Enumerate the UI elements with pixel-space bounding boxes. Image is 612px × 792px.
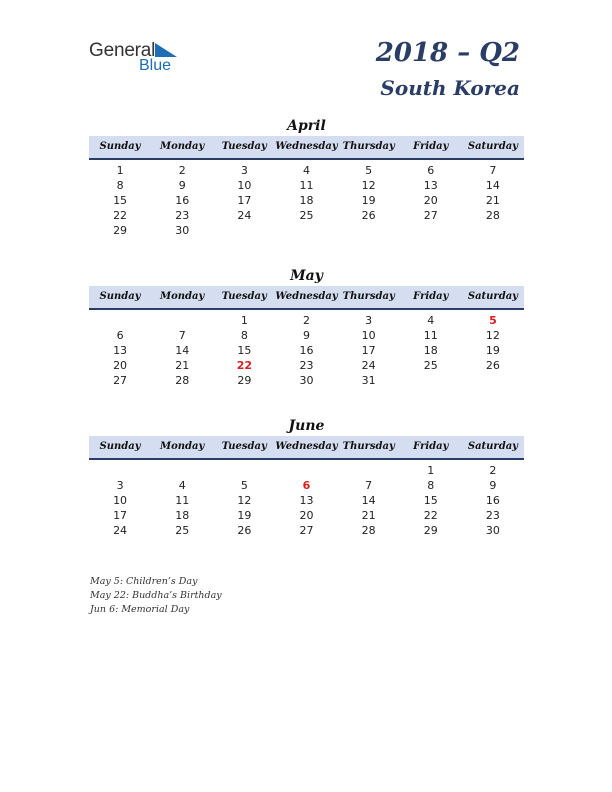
empty-day-cell <box>462 223 524 238</box>
month-title: June <box>288 418 325 434</box>
day-cell: 26 <box>237 524 252 537</box>
day-cell: 30 <box>485 524 500 537</box>
day-cell: 4 <box>178 479 186 492</box>
day-cell: 11 <box>299 179 314 192</box>
day-cell: 24 <box>361 359 376 372</box>
day-cell: 21 <box>485 194 500 207</box>
holiday-day-cell: 6 <box>302 479 311 492</box>
day-cell: 9 <box>302 329 310 342</box>
holiday-note: Jun 6: Memorial Day <box>90 604 190 615</box>
day-cell: 30 <box>175 224 190 237</box>
weeks-grid <box>89 313 524 388</box>
day-cell: 13 <box>299 494 314 507</box>
day-cell: 20 <box>423 194 438 207</box>
day-cell: 23 <box>299 359 314 372</box>
day-cell: 7 <box>365 479 373 492</box>
weekday-label-friday: Friday <box>413 441 449 452</box>
day-cell: 1 <box>116 164 124 177</box>
weekday-label-saturday: Saturday <box>467 441 518 452</box>
day-cell: 20 <box>113 359 128 372</box>
day-cell: 2 <box>178 164 186 177</box>
week-row <box>89 478 524 493</box>
empty-day-cell <box>275 223 337 238</box>
day-cell: 4 <box>427 314 435 327</box>
empty-day-cell <box>338 463 400 478</box>
day-cell: 3 <box>116 479 124 492</box>
holiday-day-cell: 5 <box>489 314 497 327</box>
day-cell: 8 <box>240 329 248 342</box>
weekday-label-monday: Monday <box>160 141 205 152</box>
day-cell: 6 <box>427 164 435 177</box>
weekday-label-monday: Monday <box>160 441 205 452</box>
day-cell: 28 <box>485 209 500 222</box>
day-cell: 12 <box>361 179 376 192</box>
day-cell: 10 <box>237 179 252 192</box>
weekday-label-wednesday: Wednesday <box>275 291 338 302</box>
country-title: South Korea <box>380 76 520 100</box>
day-cell: 29 <box>113 224 128 237</box>
day-cell: 5 <box>240 479 248 492</box>
day-cell: 12 <box>485 329 500 342</box>
day-cell: 20 <box>299 509 314 522</box>
weekday-label-friday: Friday <box>413 141 449 152</box>
holiday-notes <box>90 575 222 617</box>
day-cell: 7 <box>489 164 497 177</box>
week-row <box>89 313 524 328</box>
day-cell: 8 <box>116 179 124 192</box>
day-cell: 23 <box>175 209 190 222</box>
weekday-label-thursday: Thursday <box>342 141 395 152</box>
day-cell: 29 <box>237 374 252 387</box>
week-row <box>89 163 524 178</box>
weekday-header <box>89 436 524 460</box>
day-cell: 8 <box>427 479 435 492</box>
empty-day-cell <box>338 223 400 238</box>
day-cell: 25 <box>175 524 190 537</box>
day-cell: 4 <box>302 164 310 177</box>
empty-day-cell <box>213 223 275 238</box>
week-row <box>89 178 524 193</box>
weekday-header <box>89 286 524 310</box>
week-row <box>89 193 524 208</box>
day-cell: 18 <box>423 344 438 357</box>
week-row <box>89 523 524 538</box>
month-calendar-april <box>89 116 524 238</box>
month-calendar-june <box>89 416 524 538</box>
empty-day-cell <box>151 463 213 478</box>
empty-day-cell <box>400 373 462 388</box>
logo-flag-icon <box>155 43 177 57</box>
weekday-header <box>89 136 524 160</box>
weekday-label-monday: Monday <box>160 291 205 302</box>
weekday-label-saturday: Saturday <box>467 291 518 302</box>
empty-day-cell <box>213 463 275 478</box>
day-cell: 24 <box>113 524 128 537</box>
day-cell: 9 <box>489 479 497 492</box>
day-cell: 16 <box>485 494 500 507</box>
day-cell: 26 <box>361 209 376 222</box>
day-cell: 30 <box>299 374 314 387</box>
holiday-note: May 5: Children’s Day <box>90 576 198 587</box>
weeks-grid <box>89 463 524 538</box>
weekday-label-saturday: Saturday <box>467 141 518 152</box>
day-cell: 6 <box>116 329 124 342</box>
week-row <box>89 223 524 238</box>
page-title: 2018 – Q2 <box>375 38 520 68</box>
day-cell: 14 <box>175 344 190 357</box>
day-cell: 28 <box>175 374 190 387</box>
empty-day-cell <box>89 463 151 478</box>
day-cell: 28 <box>361 524 376 537</box>
day-cell: 11 <box>175 494 190 507</box>
week-row <box>89 493 524 508</box>
day-cell: 11 <box>423 329 438 342</box>
day-cell: 25 <box>299 209 314 222</box>
weekday-label-sunday: Sunday <box>99 141 141 152</box>
day-cell: 27 <box>113 374 128 387</box>
day-cell: 3 <box>240 164 248 177</box>
week-row <box>89 208 524 223</box>
day-cell: 17 <box>361 344 376 357</box>
empty-day-cell <box>275 463 337 478</box>
week-row <box>89 463 524 478</box>
day-cell: 16 <box>175 194 190 207</box>
weeks-grid <box>89 163 524 238</box>
day-cell: 17 <box>237 194 252 207</box>
day-cell: 14 <box>361 494 376 507</box>
empty-day-cell <box>151 313 213 328</box>
day-cell: 9 <box>178 179 186 192</box>
day-cell: 16 <box>299 344 314 357</box>
empty-day-cell <box>89 313 151 328</box>
empty-day-cell <box>462 373 524 388</box>
day-cell: 19 <box>485 344 500 357</box>
day-cell: 13 <box>423 179 438 192</box>
day-cell: 21 <box>361 509 376 522</box>
day-cell: 10 <box>113 494 128 507</box>
day-cell: 15 <box>423 494 438 507</box>
logo-text-blue: Blue <box>139 57 172 74</box>
day-cell: 22 <box>113 209 128 222</box>
weekday-label-tuesday: Tuesday <box>221 291 267 302</box>
week-row <box>89 358 524 373</box>
weekday-label-thursday: Thursday <box>342 441 395 452</box>
day-cell: 26 <box>485 359 500 372</box>
weekday-label-tuesday: Tuesday <box>221 441 267 452</box>
weekday-label-thursday: Thursday <box>342 291 395 302</box>
day-cell: 15 <box>237 344 252 357</box>
day-cell: 19 <box>361 194 376 207</box>
holiday-note: May 22: Buddha’s Birthday <box>90 590 222 601</box>
day-cell: 15 <box>113 194 128 207</box>
day-cell: 27 <box>299 524 314 537</box>
day-cell: 12 <box>237 494 252 507</box>
weekday-label-wednesday: Wednesday <box>275 141 338 152</box>
weekday-label-sunday: Sunday <box>99 291 141 302</box>
week-row <box>89 508 524 523</box>
day-cell: 21 <box>175 359 190 372</box>
day-cell: 17 <box>113 509 128 522</box>
day-cell: 14 <box>485 179 500 192</box>
day-cell: 1 <box>240 314 248 327</box>
weekday-label-tuesday: Tuesday <box>221 141 267 152</box>
day-cell: 2 <box>302 314 310 327</box>
weekday-label-sunday: Sunday <box>99 441 141 452</box>
day-cell: 24 <box>237 209 252 222</box>
month-title: May <box>290 268 323 284</box>
empty-day-cell <box>400 223 462 238</box>
day-cell: 5 <box>365 164 373 177</box>
day-cell: 13 <box>113 344 128 357</box>
day-cell: 19 <box>237 509 252 522</box>
day-cell: 1 <box>427 464 435 477</box>
week-row <box>89 373 524 388</box>
day-cell: 2 <box>489 464 497 477</box>
generalblue-logo <box>89 40 199 76</box>
month-title: April <box>287 118 326 134</box>
day-cell: 7 <box>178 329 186 342</box>
day-cell: 25 <box>423 359 438 372</box>
weekday-label-wednesday: Wednesday <box>275 441 338 452</box>
day-cell: 18 <box>175 509 190 522</box>
day-cell: 31 <box>361 374 376 387</box>
month-calendar-may <box>89 266 524 388</box>
week-row <box>89 328 524 343</box>
day-cell: 18 <box>299 194 314 207</box>
day-cell: 3 <box>365 314 373 327</box>
day-cell: 22 <box>423 509 438 522</box>
day-cell: 29 <box>423 524 438 537</box>
weekday-label-friday: Friday <box>413 291 449 302</box>
day-cell: 23 <box>485 509 500 522</box>
logo-text-general: General <box>89 40 156 61</box>
holiday-day-cell: 22 <box>236 359 252 372</box>
day-cell: 27 <box>423 209 438 222</box>
day-cell: 10 <box>361 329 376 342</box>
week-row <box>89 343 524 358</box>
